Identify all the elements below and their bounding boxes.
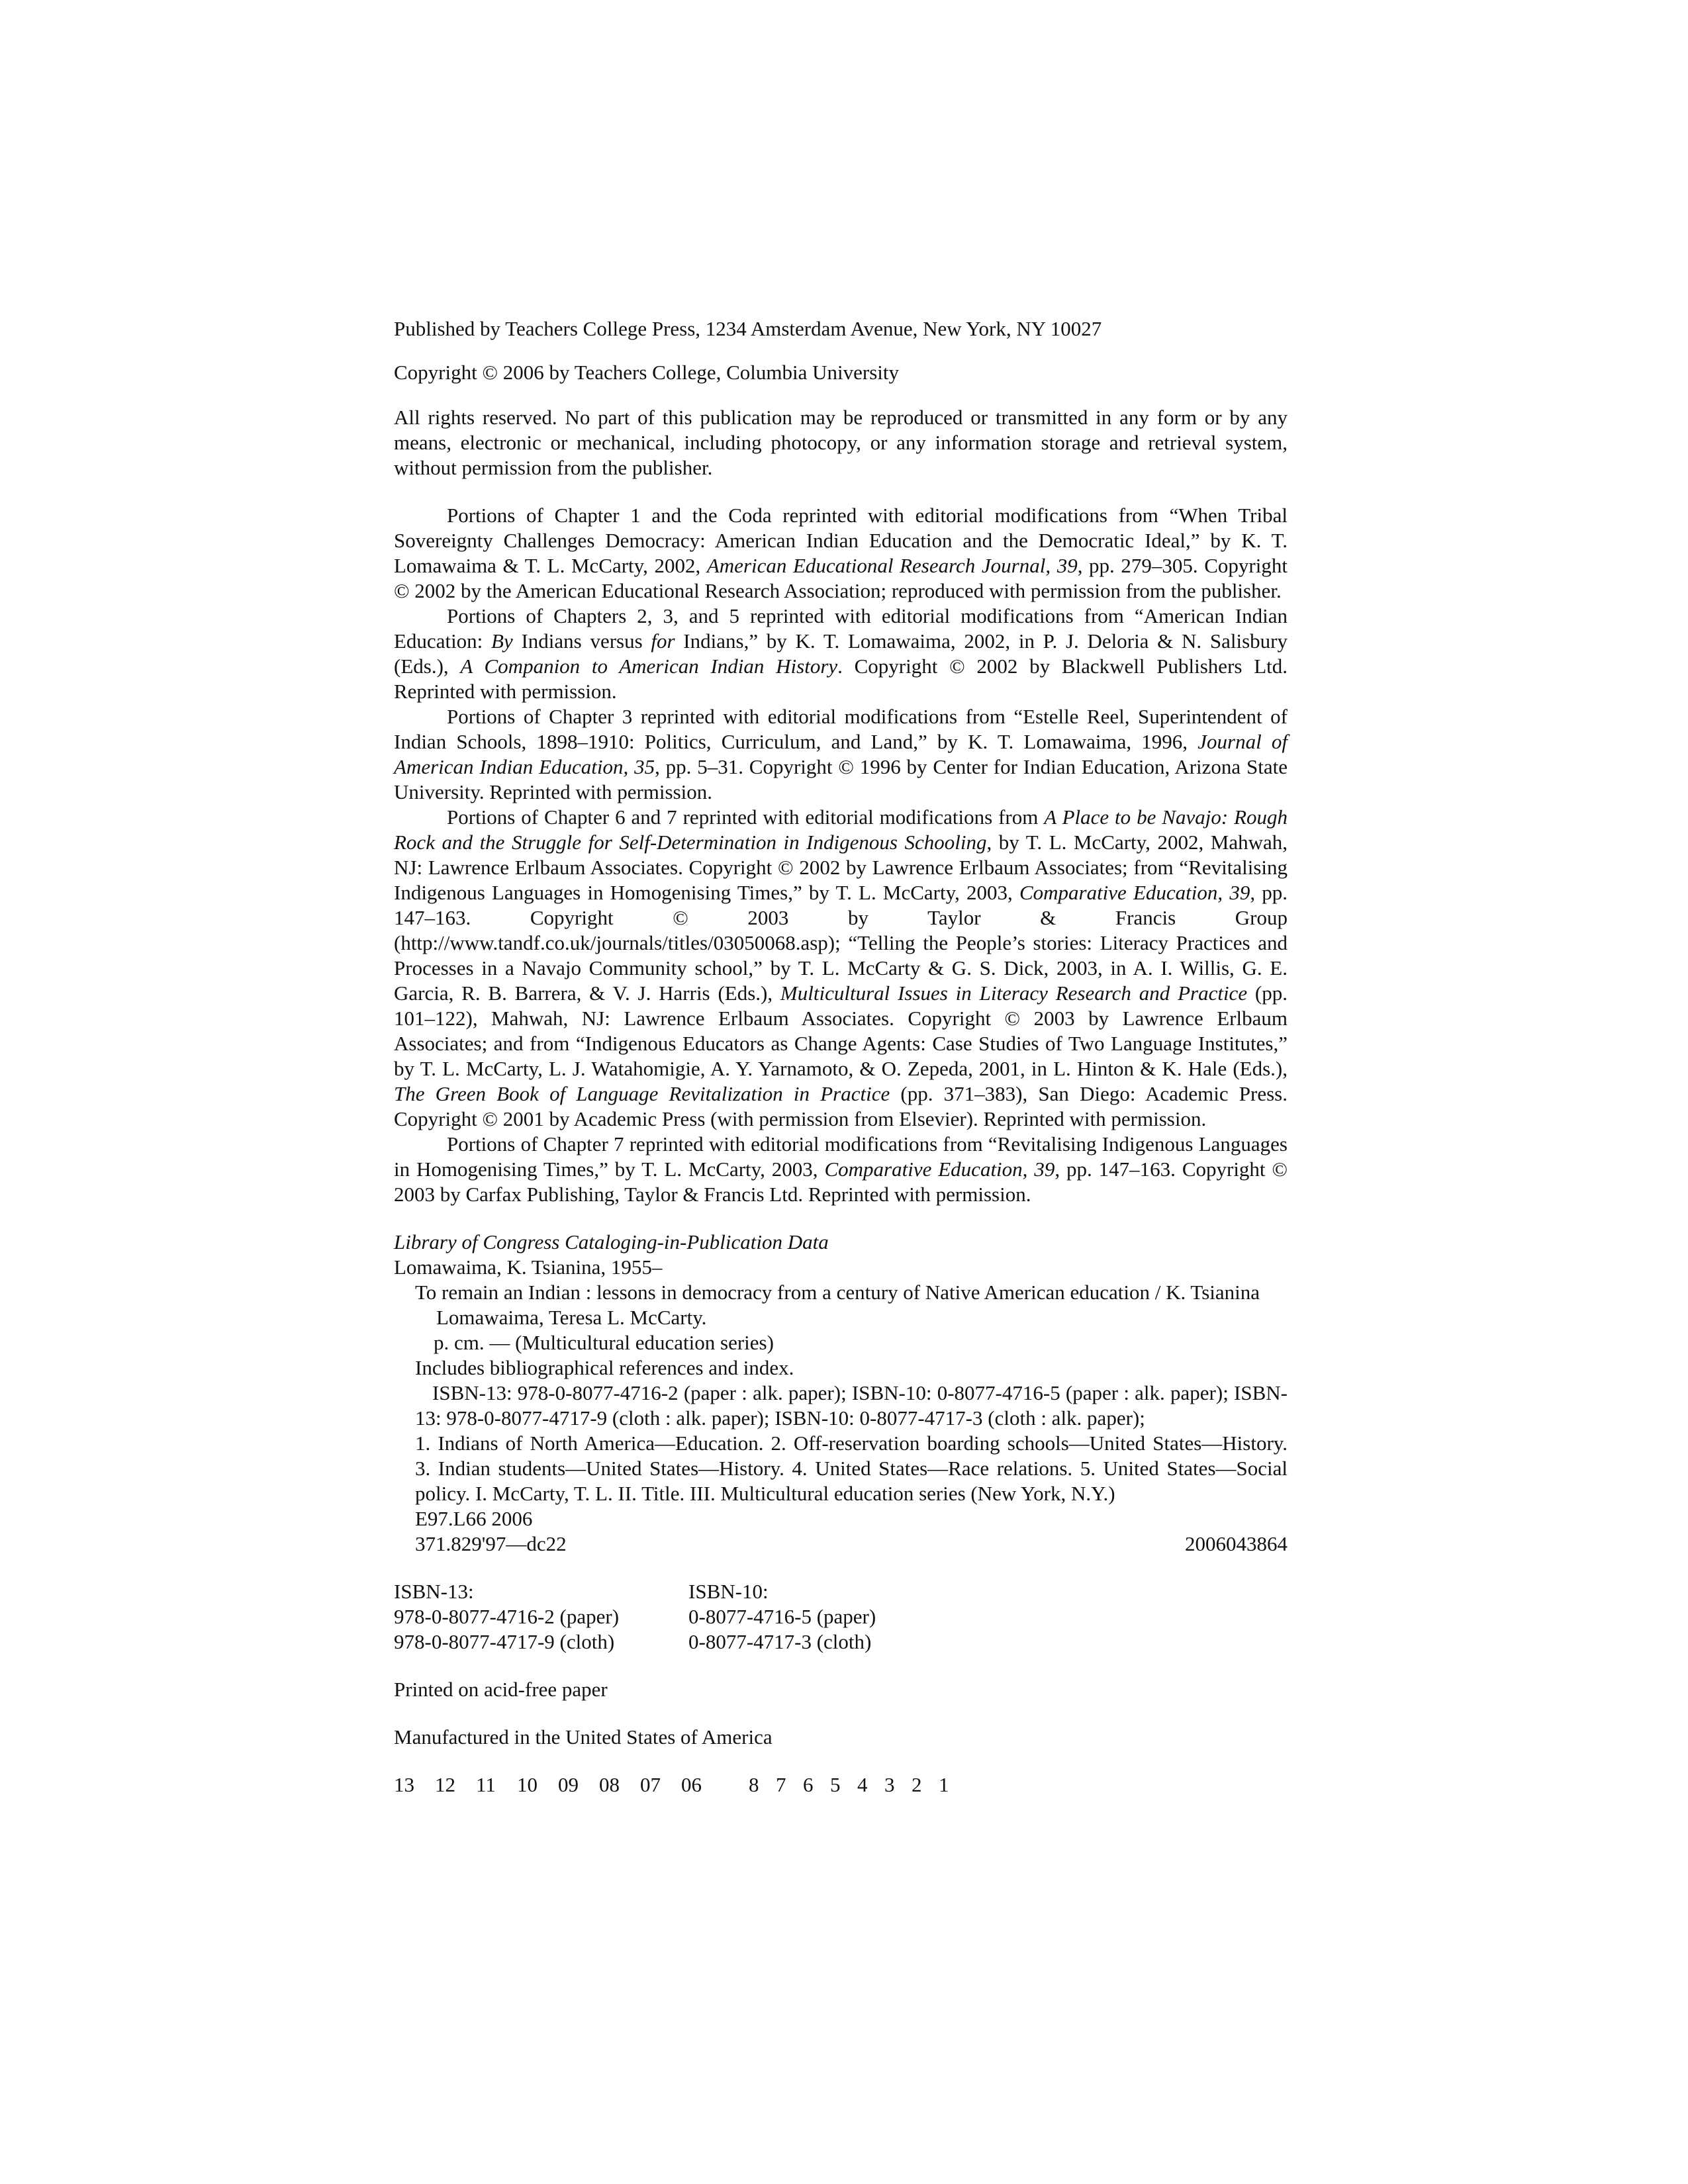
permission-paragraph-2: Portions of Chapters 2, 3, and 5 reprinted with editorial modifications from “American Indian Education: By Indians versus for Indians,” by K. T. Lomawaima, 2002, in P. J. Deloria & N. Salisbury (Eds.), A Companion to American Indian History. Copyright © 2002 by Blackwell Publishers Ltd. Reprinted with permission.: [394, 604, 1288, 703]
cip-heading: Library of Congress Cataloging-in-Publication Data: [394, 1230, 829, 1253]
printing-number: 4: [857, 1773, 868, 1796]
copyright-line: Copyright © 2006 by Teachers College, Columbia University: [394, 361, 899, 384]
printing-year: 13: [394, 1773, 414, 1796]
cip-classification-row: [394, 1531, 1288, 1557]
permission-paragraph-5: Portions of Chapter 7 reprinted with editorial modifications from “Revitalising Indigenous Languages in Homogenising Times,” by T. L. McCarty, 2003, Comparative Education, 39, pp. 147–163. Copyright © 2003 by Carfax Publishing, Taylor & Francis Ltd. Reprinted with permission.: [394, 1132, 1288, 1206]
permission-paragraph-3: Portions of Chapter 3 reprinted with editorial modifications from “Estelle Reel, Superintendent of Indian Schools, 1898–1910: Politics, Curriculum, and Land,” by K. T. Lomawaima, 1996, Journal of American Indian Education, 35, pp. 5–31. Copyright © 1996 by Center for Indian Education, Arizona State University. Reprinted with permission.: [394, 705, 1288, 803]
isbn13-cloth: 978-0-8077-4717-9 (cloth): [394, 1630, 615, 1653]
cip-call-number: E97.L66 2006: [415, 1507, 533, 1530]
cip-bibliography: Includes bibliographical references and index.: [415, 1356, 794, 1379]
printing-number: 5: [830, 1773, 841, 1796]
isbn10-cloth: 0-8077-4717-3 (cloth): [688, 1630, 872, 1653]
printing-number: 2: [912, 1773, 922, 1796]
acid-free-note: Printed on acid-free paper: [394, 1678, 608, 1701]
printing-year: 07: [640, 1773, 661, 1796]
printing-year: 11: [476, 1773, 496, 1796]
isbn13-paper: 978-0-8077-4716-2 (paper): [394, 1605, 620, 1628]
cip-author: Lomawaima, K. Tsianina, 1955–: [394, 1255, 663, 1279]
printing-spacer: [722, 1772, 749, 1797]
printing-number: 7: [776, 1773, 786, 1796]
printing-year: 10: [517, 1773, 538, 1796]
printing-number: 8: [749, 1773, 759, 1796]
isbn13-heading: ISBN-13:: [394, 1580, 474, 1603]
printing-year: 12: [435, 1773, 455, 1796]
printing-year: 06: [681, 1773, 702, 1796]
permission-paragraph-1: Portions of Chapter 1 and the Coda reprinted with editorial modifications from “When Tribal Sovereignty Challenges Democracy: American Indian Education and the Democratic Ideal,” by K. T. Lomawaima & T. L. McCarty, 2002, American Educational Research Journal, 39, pp. 279–305. Copyright © 2002 by the American Educational Research Association; reproduced with permission from the publisher.: [394, 504, 1288, 602]
cip-block: [394, 1255, 1288, 1557]
cip-lccn: 2006043864: [1185, 1532, 1288, 1555]
printing-number: 1: [939, 1773, 949, 1796]
rights-statement: All rights reserved. No part of this publication may be reproduced or transmitted in any form or by any means, electronic or mechanical, including photocopy, or any information storage and retrieval system, without permission from the publisher.: [394, 406, 1288, 479]
cip-subjects: 1. Indians of North America—Education. 2. Off-reservation boarding schools—United States—History. 3. Indian students—United States—History. 4. United States—Race relations. 5. United States—Social policy. I. McCarty, T. L. II. Title. III. Multicultural education series (New York, N.Y.): [415, 1432, 1288, 1505]
permissions-section: [394, 503, 1288, 1207]
permission-paragraph-4: Portions of Chapter 6 and 7 reprinted with editorial modifications from A Place to be Navajo: Rough Rock and the Struggle for Self-Determination in Indigenous Schooling, by T. L. McCarty, 2002, Mahwah, NJ: Lawrence Erlbaum Associates. Copyright © 2002 by Lawrence Erlbaum Associates; from “Revitalising Indigenous Languages in Homogenising Times,” by T. L. McCarty, 2003, Comparative Education, 39, pp. 147–163. Copyright © 2003 by Taylor & Francis Group (http://www.tandf.co.uk/journals/titles/03050068.asp); “Telling the People’s stories: Literacy Practices and Processes in a Navajo Community school,” by T. L. McCarty & G. S. Dick, 2003, in A. I. Willis, G. E. Garcia, R. B. Barrera, & V. J. Harris (Eds.), Multicultural Issues in Literacy Research and Practice (pp. 101–122), Mahwah, NJ: Lawrence Erlbaum Associates. Copyright © 2003 by Lawrence Erlbaum Associates; and from “Indigenous Educators as Change Agents: Case Studies of Two Language Institutes,” by T. L. McCarty, L. J. Watahomigie, A. Y. Yarnamoto, & O. Zepeda, 2001, in L. Hinton & K. Hale (Eds.), The Green Book of Language Revitalization in Practice (pp. 371–383), San Diego: Academic Press. Copyright © 2001 by Academic Press (with permission from Elsevier). Reprinted with permission.: [394, 805, 1288, 1130]
printing-year: 08: [599, 1773, 620, 1796]
printing-number: 3: [884, 1773, 895, 1796]
cip-physical: p. cm. — (Multicultural education series): [434, 1331, 774, 1354]
isbn-table: [394, 1579, 1288, 1655]
cip-title-entry: To remain an Indian : lessons in democracy from a century of Native American education / K. Tsianina Lomawaima, Teresa L. McCarty.: [415, 1281, 1260, 1329]
page-content: [394, 316, 1288, 1797]
manufactured-note: Manufactured in the United States of America: [394, 1725, 773, 1749]
cip-dewey: 371.829'97—dc22: [415, 1532, 567, 1555]
printing-number: 6: [803, 1773, 814, 1796]
isbn10-heading: ISBN-10:: [688, 1580, 769, 1603]
isbn10-paper: 0-8077-4716-5 (paper): [688, 1605, 876, 1628]
publisher-line: Published by Teachers College Press, 1234 Amsterdam Avenue, New York, NY 10027: [394, 317, 1102, 340]
cip-isbn-line: ISBN-13: 978-0-8077-4716-2 (paper : alk. paper); ISBN-10: 0-8077-4716-5 (paper : alk. paper); ISBN-13: 978-0-8077-4717-9 (cloth : alk. paper); ISBN-10: 0-8077-4717-3 (cloth : alk. paper);: [415, 1381, 1288, 1430]
printing-year: 09: [558, 1773, 579, 1796]
printing-line: [394, 1772, 1288, 1797]
